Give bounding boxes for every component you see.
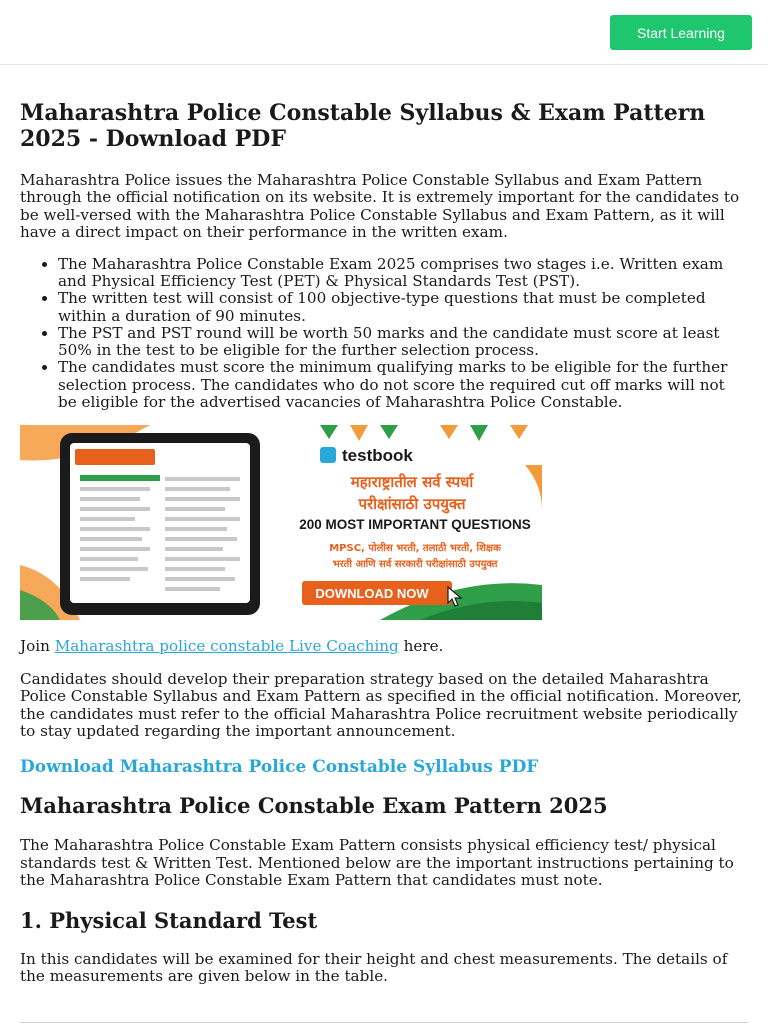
list-item: • The PST and PST round will be worth 50 marks and the candidate must score at least 50% in the test to be eligible for the further selection process. <box>58 325 744 360</box>
exam-pattern-heading: Maharashtra Police Constable Exam Pattern 2025 <box>20 793 608 819</box>
promo-banner[interactable] <box>20 425 542 620</box>
physical-standard-test-paragraph: In this candidates will be examined for their height and chest measurements. The details of the measurements are given below in the table. <box>20 949 728 985</box>
list-item: • The written test will consist of 100 objective-type questions that must be completed within a duration of 90 minutes. <box>58 290 744 325</box>
divider <box>20 1022 748 1023</box>
join-line <box>20 638 744 655</box>
exam-pattern-paragraph: The Maharashtra Police Constable Exam Pattern consists physical efficiency test/ physical standards test & Written Test. Mentioned below are the important instructions pertaining to the Maharashtra Police Constable Exam Pattern that candidates must note. <box>20 836 734 890</box>
article <box>20 100 744 985</box>
list-item: • The candidates must score the minimum qualifying marks to be eligible for the further selection process. The candidates who do not score the required cut off marks will not be eligible for the advertised vacancies of Maharashtra Police Constable. <box>58 359 744 411</box>
banner-subline-1: MPSC, पोलीस भरती, तलाठी भरती, शिक्षक <box>329 543 501 555</box>
banner-line-1: महाराष्ट्रातील सर्व स्पर्धा <box>350 473 474 492</box>
key-points-list <box>20 256 744 412</box>
download-syllabus-link[interactable]: Download Maharashtra Police Constable Syllabus PDF <box>20 757 539 778</box>
start-learning-button[interactable]: Start Learning <box>610 15 752 50</box>
download-now-label: DOWNLOAD NOW <box>315 586 429 602</box>
intro-paragraph: Maharashtra Police issues the Maharashtra Police Constable Syllabus and Exam Pattern through the official notification on its website. It is extremely important for the candidates to be well-versed with the Maharashtra Police Constable Syllabus and Exam Pattern, as it will have a direct impact on their performance in the written exam. <box>20 171 740 242</box>
banner-subline-2: भरती आणि सर्व सरकारी परीक्षांसाठी उपयुक्त <box>332 559 498 571</box>
page-title: Maharashtra Police Constable Syllabus & Exam Pattern 2025 - Download PDF <box>20 100 706 152</box>
banner-brand: testbook <box>342 446 413 466</box>
join-prefix: Join <box>20 637 55 656</box>
promo-banner-graphic <box>20 425 542 620</box>
live-coaching-link[interactable]: Maharashtra police constable Live Coaching <box>54 637 399 656</box>
top-bar <box>0 0 768 65</box>
preparation-paragraph: Candidates should develop their preparation strategy based on the detailed Maharashtra Police Constable Syllabus and Exam Pattern as specified in the official notification. Moreover, the candidates must refer to the official Maharashtra Police recruitment website periodically to stay updated regarding the important announcement. <box>20 669 742 740</box>
list-item: • The Maharashtra Police Constable Exam 2025 comprises two stages i.e. Written exam and Physical Efficiency Test (PET) & Physical Standards Test (PST). <box>58 256 744 291</box>
physical-standard-test-heading: 1. Physical Standard Test <box>20 907 318 933</box>
banner-headline: 200 MOST IMPORTANT QUESTIONS <box>299 517 531 533</box>
join-suffix: here. <box>398 637 444 656</box>
banner-line-2: परीक्षांसाठी उपयुक्त <box>358 495 466 514</box>
